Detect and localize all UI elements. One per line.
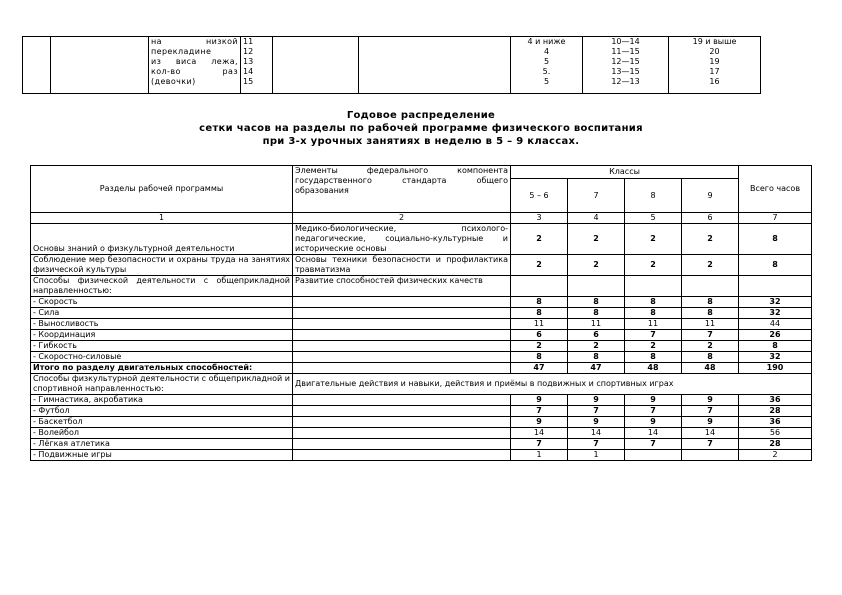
section-cell: - Скорость: [31, 297, 293, 308]
class-hours-cell: 8: [625, 297, 682, 308]
table-row: [31, 374, 812, 395]
element-cell: [293, 395, 511, 406]
class-hours-cell: 11: [568, 319, 625, 330]
class-hours-cell: 2: [511, 224, 568, 255]
class-hours-cell: 1: [511, 450, 568, 461]
high-value: 19: [709, 57, 720, 66]
class-hours-cell: 7: [682, 330, 739, 341]
class-hours-cell: 47: [511, 363, 568, 374]
title-line: Годовое распределение: [346, 110, 496, 121]
table-row: [31, 308, 812, 319]
high-level-column: [669, 37, 761, 94]
element-cell: [293, 450, 511, 461]
section-cell: - Подвижные игры: [31, 450, 293, 461]
exercise-description: [149, 37, 241, 94]
class-hours-cell: 7: [511, 439, 568, 450]
class-hours-cell: [682, 450, 739, 461]
class-hours-cell: 8: [568, 352, 625, 363]
total-hours-cell: 28: [739, 439, 812, 450]
exercise-line: на низкой: [151, 37, 238, 46]
mid-level-column: [583, 37, 669, 94]
header-sections: Разделы рабочей программы: [31, 166, 293, 213]
column-number: 7: [739, 213, 812, 224]
class-hours-cell: 9: [568, 417, 625, 428]
total-hours-cell: 32: [739, 308, 812, 319]
section-cell: - Футбол: [31, 406, 293, 417]
table-row: [31, 363, 812, 374]
section-cell: Способы физкультурной деятельности с общеприкладной и спортивной направленностью:: [31, 374, 293, 395]
class-hours-cell: 2: [568, 255, 625, 276]
table-row: [31, 255, 812, 276]
element-cell: [293, 363, 511, 374]
exercise-line: кол-во раз: [151, 67, 238, 76]
table-row: [31, 330, 812, 341]
class-hours-cell: 8: [511, 352, 568, 363]
table-row: [31, 297, 812, 308]
class-hours-cell: 14: [682, 428, 739, 439]
mid-value: 10—14: [611, 37, 640, 46]
header-class-7: 7: [568, 179, 625, 213]
mid-value: 11—15: [611, 47, 640, 56]
total-hours-cell: 32: [739, 297, 812, 308]
class-hours-cell: 9: [682, 395, 739, 406]
table-row: [31, 406, 812, 417]
class-hours-cell: 2: [568, 341, 625, 352]
element-cell: Развитие способностей физических качеств: [293, 276, 511, 297]
class-hours-cell: 7: [511, 406, 568, 417]
element-cell: Двигательные действия и навыки, действия и приёмы в подвижных и спортивных играх: [293, 374, 812, 395]
class-hours-cell: 47: [568, 363, 625, 374]
age-value: 15: [243, 77, 254, 86]
table-row: [31, 395, 812, 406]
class-hours-cell: 2: [682, 255, 739, 276]
element-cell: [293, 319, 511, 330]
header-row: [31, 166, 812, 179]
section-cell: - Волейбол: [31, 428, 293, 439]
class-hours-cell: 8: [511, 308, 568, 319]
class-hours-cell: [682, 276, 739, 297]
class-hours-cell: 14: [625, 428, 682, 439]
class-hours-cell: 1: [568, 450, 625, 461]
table-row: [31, 352, 812, 363]
header-class-8: 8: [625, 179, 682, 213]
section-cell: - Координация: [31, 330, 293, 341]
class-hours-cell: 14: [511, 428, 568, 439]
total-hours-cell: 8: [739, 341, 812, 352]
hours-distribution-table: [30, 165, 812, 461]
column-number: 4: [568, 213, 625, 224]
element-cell: Медико-биологические, психолого-педагогические, социально-культурные и исторические основы: [293, 224, 511, 255]
element-cell: [293, 417, 511, 428]
table-row: [31, 417, 812, 428]
age-value: 14: [243, 67, 254, 76]
class-hours-cell: 8: [511, 297, 568, 308]
column-number: 5: [625, 213, 682, 224]
fragment-row: [23, 37, 761, 94]
header-elements: Элементы федерального компонента государственного стандарта общего образования: [293, 166, 511, 213]
class-hours-cell: 7: [568, 439, 625, 450]
section-cell: Основы знаний о физкультурной деятельности: [31, 224, 293, 255]
fragment-cell-empty: [51, 37, 149, 94]
element-cell: [293, 297, 511, 308]
section-cell: - Гимнастика, акробатика: [31, 395, 293, 406]
class-hours-cell: 6: [568, 330, 625, 341]
element-cell: [293, 439, 511, 450]
class-hours-cell: 9: [625, 395, 682, 406]
element-cell: [293, 341, 511, 352]
total-hours-cell: 36: [739, 417, 812, 428]
title-line: при 3-х урочных занятиях в неделю в 5 – 9 классах.: [262, 136, 580, 147]
element-cell: Основы техники безопасности и профилактика травматизма: [293, 255, 511, 276]
low-value: 4 и ниже: [527, 37, 566, 46]
section-cell: - Выносливость: [31, 319, 293, 330]
table-row: [31, 224, 812, 255]
table-row: [31, 341, 812, 352]
element-cell: [293, 352, 511, 363]
class-hours-cell: 11: [682, 319, 739, 330]
class-hours-cell: [625, 450, 682, 461]
class-hours-cell: 8: [682, 308, 739, 319]
low-value: 5: [543, 57, 550, 66]
class-hours-cell: 2: [682, 224, 739, 255]
norms-table-fragment: [22, 36, 761, 94]
class-hours-cell: [568, 276, 625, 297]
section-cell: Соблюдение мер безопасности и охраны труда на занятиях физической культуры: [31, 255, 293, 276]
total-hours-cell: 8: [739, 255, 812, 276]
class-hours-cell: 7: [625, 439, 682, 450]
class-hours-cell: 11: [511, 319, 568, 330]
total-hours-cell: [739, 276, 812, 297]
exercise-line: перекладине: [151, 47, 212, 56]
class-hours-cell: 8: [568, 308, 625, 319]
class-hours-cell: 6: [511, 330, 568, 341]
total-hours-cell: 44: [739, 319, 812, 330]
element-cell: [293, 308, 511, 319]
fragment-cell-empty: [359, 37, 511, 94]
table-row: [31, 439, 812, 450]
section-cell: - Гибкость: [31, 341, 293, 352]
total-hours-cell: 28: [739, 406, 812, 417]
column-number: 3: [511, 213, 568, 224]
class-hours-cell: [625, 276, 682, 297]
column-number: 1: [31, 213, 293, 224]
class-hours-cell: 14: [568, 428, 625, 439]
class-hours-cell: 2: [625, 341, 682, 352]
header-classes: Классы: [511, 166, 739, 179]
class-hours-cell: 2: [568, 224, 625, 255]
class-hours-cell: 7: [625, 406, 682, 417]
table-row: [31, 428, 812, 439]
section-cell: Итого по разделу двигательных способностей:: [31, 363, 293, 374]
column-number-row: [31, 213, 812, 224]
high-value: 17: [709, 67, 720, 76]
section-cell: - Лёгкая атлетика: [31, 439, 293, 450]
class-hours-cell: 11: [625, 319, 682, 330]
section-cell: - Баскетбол: [31, 417, 293, 428]
class-hours-cell: 2: [511, 255, 568, 276]
age-column: [241, 37, 273, 94]
total-hours-cell: 8: [739, 224, 812, 255]
header-class-5-6: 5 – 6: [511, 179, 568, 213]
element-cell: [293, 428, 511, 439]
low-value: 5: [543, 77, 550, 86]
class-hours-cell: 9: [568, 395, 625, 406]
class-hours-cell: [511, 276, 568, 297]
low-value: 5.: [542, 67, 551, 76]
class-hours-cell: 2: [625, 224, 682, 255]
class-hours-cell: 2: [511, 341, 568, 352]
class-hours-cell: 7: [625, 330, 682, 341]
low-value: 4: [543, 47, 550, 56]
exercise-line: (девочки): [151, 77, 196, 86]
class-hours-cell: 8: [625, 352, 682, 363]
element-cell: [293, 406, 511, 417]
class-hours-cell: 48: [625, 363, 682, 374]
column-number: 6: [682, 213, 739, 224]
fragment-cell-empty: [273, 37, 359, 94]
document-title: [60, 109, 782, 148]
age-value: 13: [243, 57, 254, 66]
section-cell: Способы физической деятельности с общеприкладной направленностью:: [31, 276, 293, 297]
section-cell: - Сила: [31, 308, 293, 319]
mid-value: 12—13: [611, 77, 640, 86]
class-hours-cell: 7: [682, 439, 739, 450]
exercise-line: из виса лежа,: [151, 57, 238, 66]
class-hours-cell: 7: [682, 406, 739, 417]
mid-value: 13—15: [611, 67, 640, 76]
mid-value: 12—15: [611, 57, 640, 66]
table-row: [31, 276, 812, 297]
class-hours-cell: 9: [511, 395, 568, 406]
low-level-column: [511, 37, 583, 94]
header-total: Всего часов: [739, 166, 812, 213]
class-hours-cell: 7: [568, 406, 625, 417]
age-value: 12: [243, 47, 254, 56]
element-cell: [293, 330, 511, 341]
high-value: 16: [709, 77, 720, 86]
class-hours-cell: 48: [682, 363, 739, 374]
column-number: 2: [293, 213, 511, 224]
age-value: 11: [243, 37, 254, 46]
high-value: 20: [709, 47, 720, 56]
fragment-cell-empty: [23, 37, 51, 94]
class-hours-cell: 8: [625, 308, 682, 319]
total-hours-cell: 2: [739, 450, 812, 461]
class-hours-cell: 8: [568, 297, 625, 308]
class-hours-cell: 9: [682, 417, 739, 428]
class-hours-cell: 2: [625, 255, 682, 276]
class-hours-cell: 9: [625, 417, 682, 428]
class-hours-cell: 9: [511, 417, 568, 428]
total-hours-cell: 36: [739, 395, 812, 406]
total-hours-cell: 26: [739, 330, 812, 341]
total-hours-cell: 32: [739, 352, 812, 363]
high-value: 19 и выше: [692, 37, 737, 46]
header-class-9: 9: [682, 179, 739, 213]
total-hours-cell: 190: [739, 363, 812, 374]
table-row: [31, 450, 812, 461]
section-cell: - Скоростно-силовые: [31, 352, 293, 363]
title-line: сетки часов на разделы по рабочей программе физического воспитания: [199, 123, 643, 134]
class-hours-cell: 8: [682, 352, 739, 363]
total-hours-cell: 56: [739, 428, 812, 439]
class-hours-cell: 2: [682, 341, 739, 352]
class-hours-cell: 8: [682, 297, 739, 308]
table-row: [31, 319, 812, 330]
